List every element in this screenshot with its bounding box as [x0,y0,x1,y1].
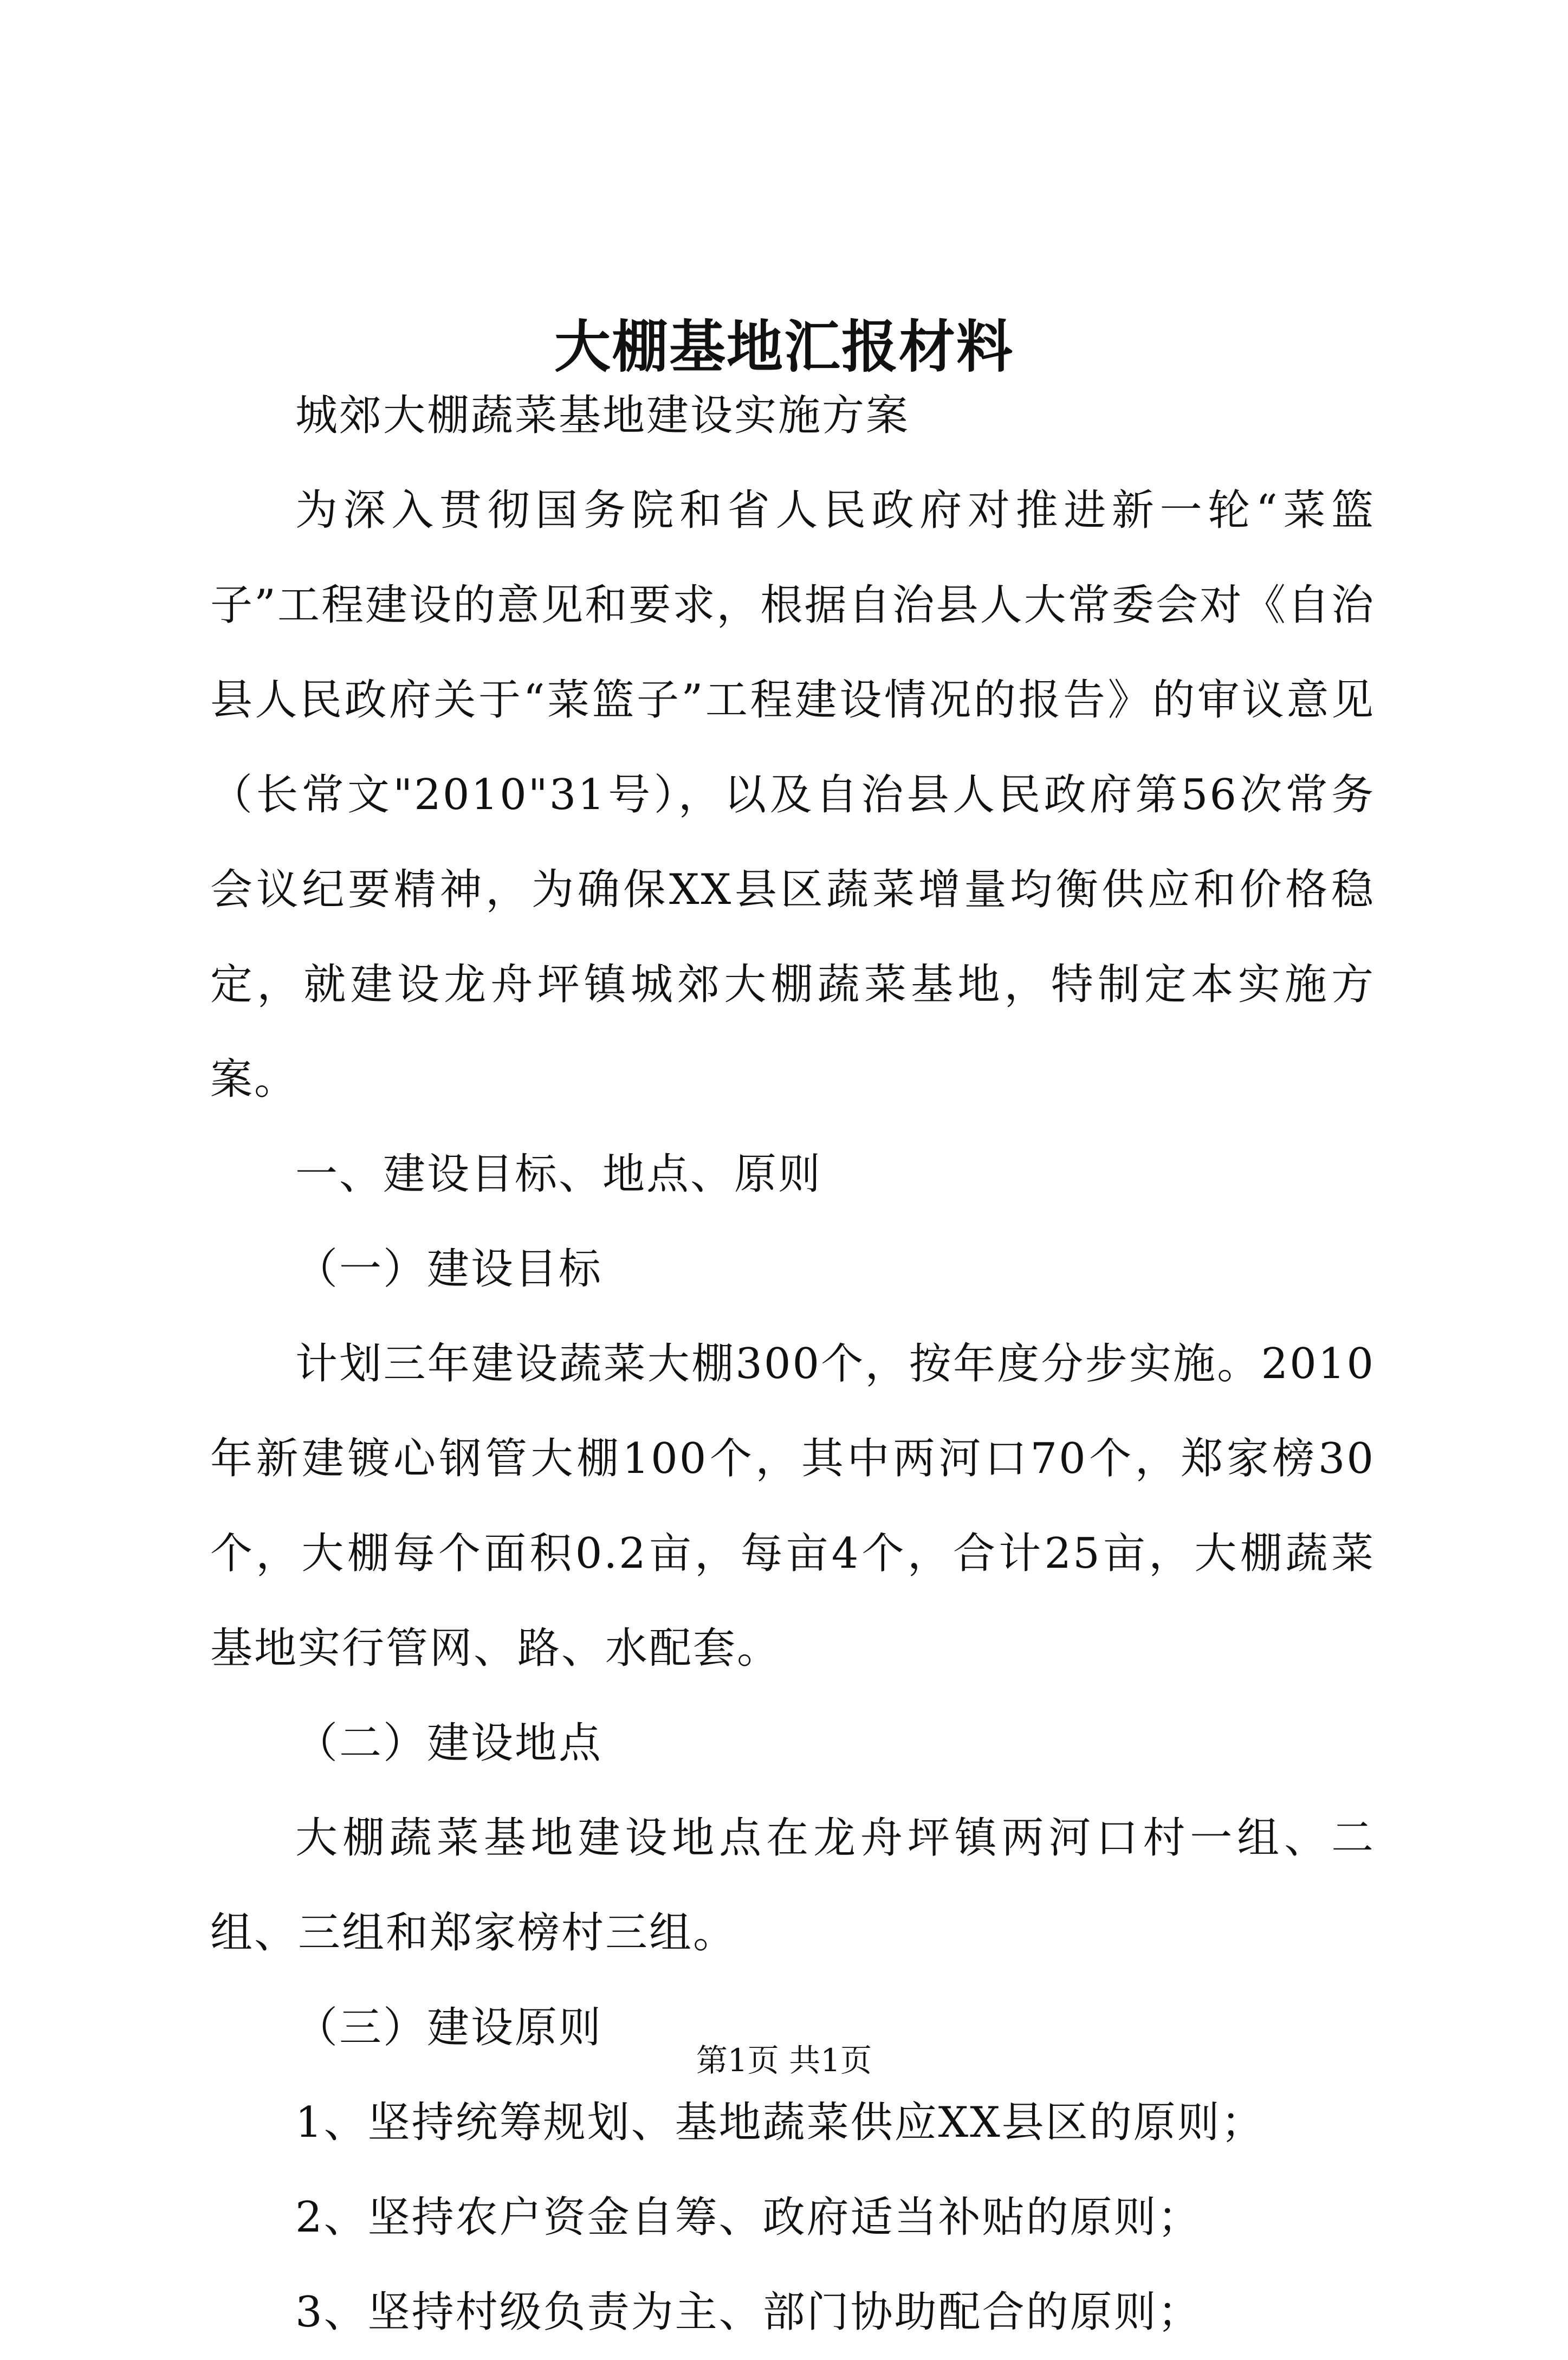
list-item-principle-3: 3、坚持村级负责为主、部门协助配合的原则； [295,2288,1202,2337]
list-item-principle-1: 1、坚持统筹规划、基地蔬菜供应XX县区的原则； [295,2098,1265,2147]
list-item-principle-2: 2、坚持农户资金自筹、政府适当补贴的原则； [295,2193,1202,2242]
subsection-heading-goal: （一）建设目标 [295,1245,603,1294]
paragraph-subtitle: 城郊大棚蔬菜基地建设实施方案 [295,391,910,440]
document-title: 大棚基地汇报材料 [554,313,1014,380]
subsection-heading-location: （二）建设地点 [295,1719,603,1768]
page-footer: 第1页 共1页 [696,2042,872,2079]
paragraph-goal: 计划三年建设蔬菜大棚300个，按年度分步实施。2010年新建镀心钢管大棚100个，其中两河口70个，郑家榜30个，大棚每个面积0.2亩，每亩4个，合计25亩，大棚蔬菜基地实行管网、路、水配套。 [210,1340,1375,1673]
subsection-heading-principles: （三）建设原则 [295,2003,603,2052]
section-heading-1: 一、建设目标、地点、原则 [295,1150,822,1199]
paragraph-location: 大棚蔬菜基地建设地点在龙舟坪镇两河口村一组、二组、三组和郑家榜村三组。 [210,1814,1375,1957]
paragraph-intro: 为深入贯彻国务院和省人民政府对推进新一轮“菜篮子”工程建设的意见和要求，根据自治县人大常委会对《自治县人民政府关于“菜篮子”工程建设情况的报告》的审议意见（长常文"2010"31号），以及自治县人民政府第56次常务会议纪要精神，为确保XX县区蔬菜增量均衡供应和价格稳定，就建设龙舟坪镇城郊大棚蔬菜基地，特制定本实施方案。 [210,486,1375,1104]
